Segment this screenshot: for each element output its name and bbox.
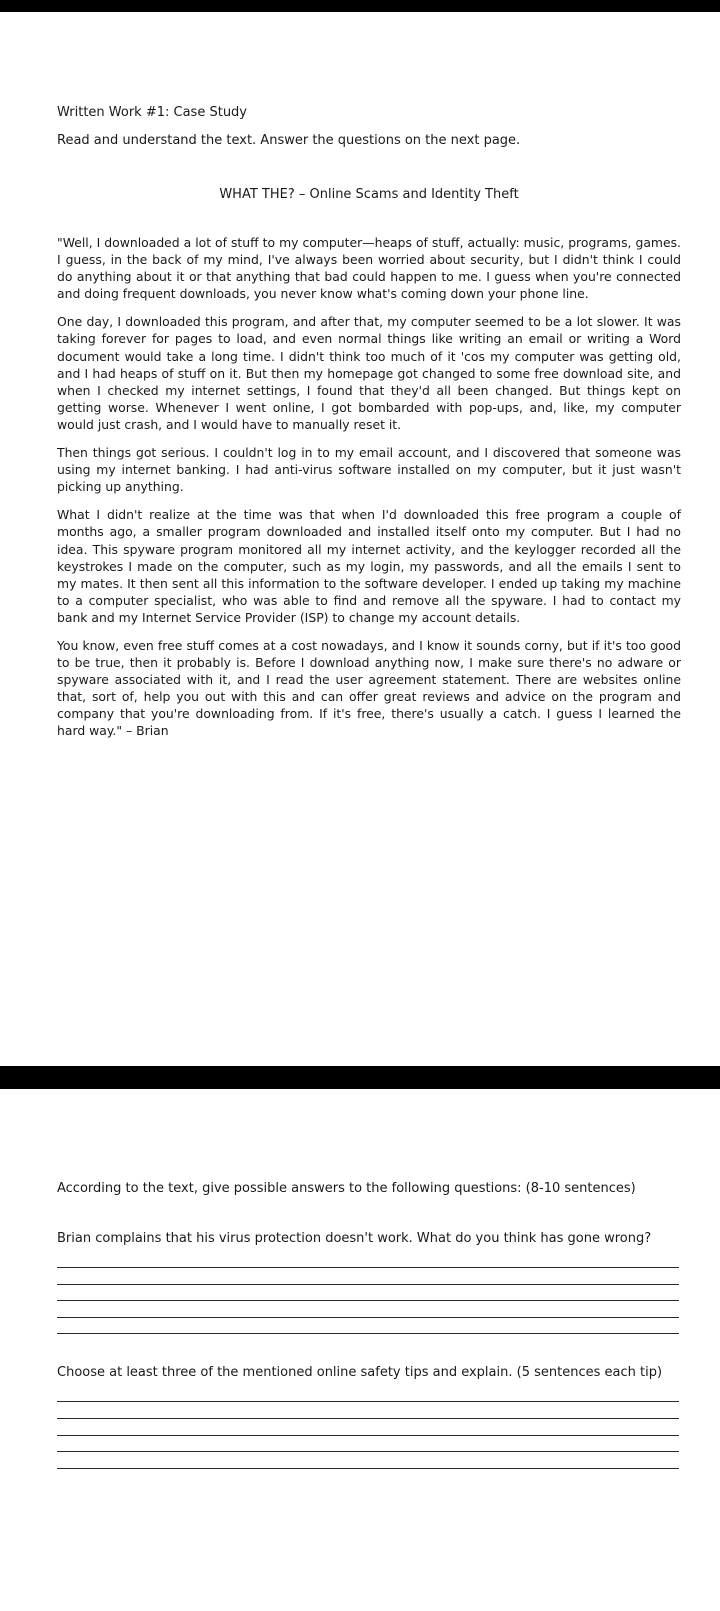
story-paragraph: What I didn't realize at the time was that when I'd downloaded this free program a couple of months ago, a smaller program downloaded and installed itself onto my computer. But I had no idea. This spyware program monitored all my internet activity, and the keylogger recorded all the keystrokes I made on the computer, such as my login, my passwords, and all the emails I sent to my mates. It then sent all this information to the software developer. I ended up taking my machine to a computer specialist, who was able to find and remove all the spyware. I had to contact my bank and my Internet Service Provider (ISP) to change my account details. [57, 507, 681, 625]
instructions: Read and understand the text. Answer the questions on the next page. [57, 133, 521, 148]
page-divider-bar [0, 1066, 720, 1089]
question-1: Brian complains that his virus protection doesn't work. What do you think has gone wrong? [57, 1231, 652, 1246]
question-2: Choose at least three of the mentioned online safety tips and explain. (5 sentences each tip) [57, 1365, 663, 1381]
answer-lines-2[interactable] [57, 1401, 681, 1468]
case-study-page [57, 104, 681, 751]
answer-line[interactable] [57, 1418, 679, 1419]
questions-page [57, 1180, 681, 1484]
answer-line[interactable] [57, 1401, 679, 1402]
answer-line[interactable] [57, 1333, 679, 1334]
answer-line[interactable] [57, 1317, 679, 1318]
answer-line[interactable] [57, 1267, 679, 1268]
story-paragraph: "Well, I downloaded a lot of stuff to my computer—heaps of stuff, actually: music, programs, games. I guess, in the back of my mind, I've always been worried about security, but I didn't think I could do anything about it or that anything that bad could happen to me. I guess when you're connected and doing frequent downloads, you never know what's coming down your phone line. [57, 235, 681, 302]
questions-intro: According to the text, give possible answers to the following questions: (8-10 sentences) [57, 1181, 636, 1196]
answer-line[interactable] [57, 1435, 679, 1436]
story-paragraph: You know, even free stuff comes at a cost nowadays, and I know it sounds corny, but if it's too good to be true, then it probably is. Before I download anything now, I make sure there's no adware or spyware associated with it, and I read the user agreement statement. There are websites online that, sort of, help you out with this and can offer great reviews and advice on the program and company that you're downloading from. If it's free, there's usually a catch. I guess I learned the hard way." – Brian [57, 637, 681, 739]
story-title: WHAT THE? – Online Scams and Identity Theft [219, 187, 519, 202]
answer-line[interactable] [57, 1451, 679, 1452]
answer-line[interactable] [57, 1284, 679, 1285]
worksheet-header: Written Work #1: Case Study [57, 105, 247, 120]
story-paragraph: One day, I downloaded this program, and after that, my computer seemed to be a lot slower. It was taking forever for pages to load, and even normal things like writing an email or writing a Word document would take a long time. I didn't think too much of it 'cos my computer was getting old, and I had heaps of stuff on it. But then my homepage got changed to some free download site, and when I checked my internet settings, I found that they'd all been changed. But things kept on getting worse. Whenever I went online, I got bombarded with pop-ups, and, like, my computer would just crash, and I would have to manually reset it. [57, 314, 681, 432]
top-black-bar [0, 0, 720, 12]
answer-line[interactable] [57, 1468, 679, 1469]
answer-lines-1[interactable] [57, 1267, 681, 1334]
story-paragraph: Then things got serious. I couldn't log in to my email account, and I discovered that someone was using my internet banking. I had anti-virus software installed on my computer, but it just wasn't picking up anything. [57, 445, 681, 495]
answer-line[interactable] [57, 1300, 679, 1301]
story-text [57, 234, 681, 740]
